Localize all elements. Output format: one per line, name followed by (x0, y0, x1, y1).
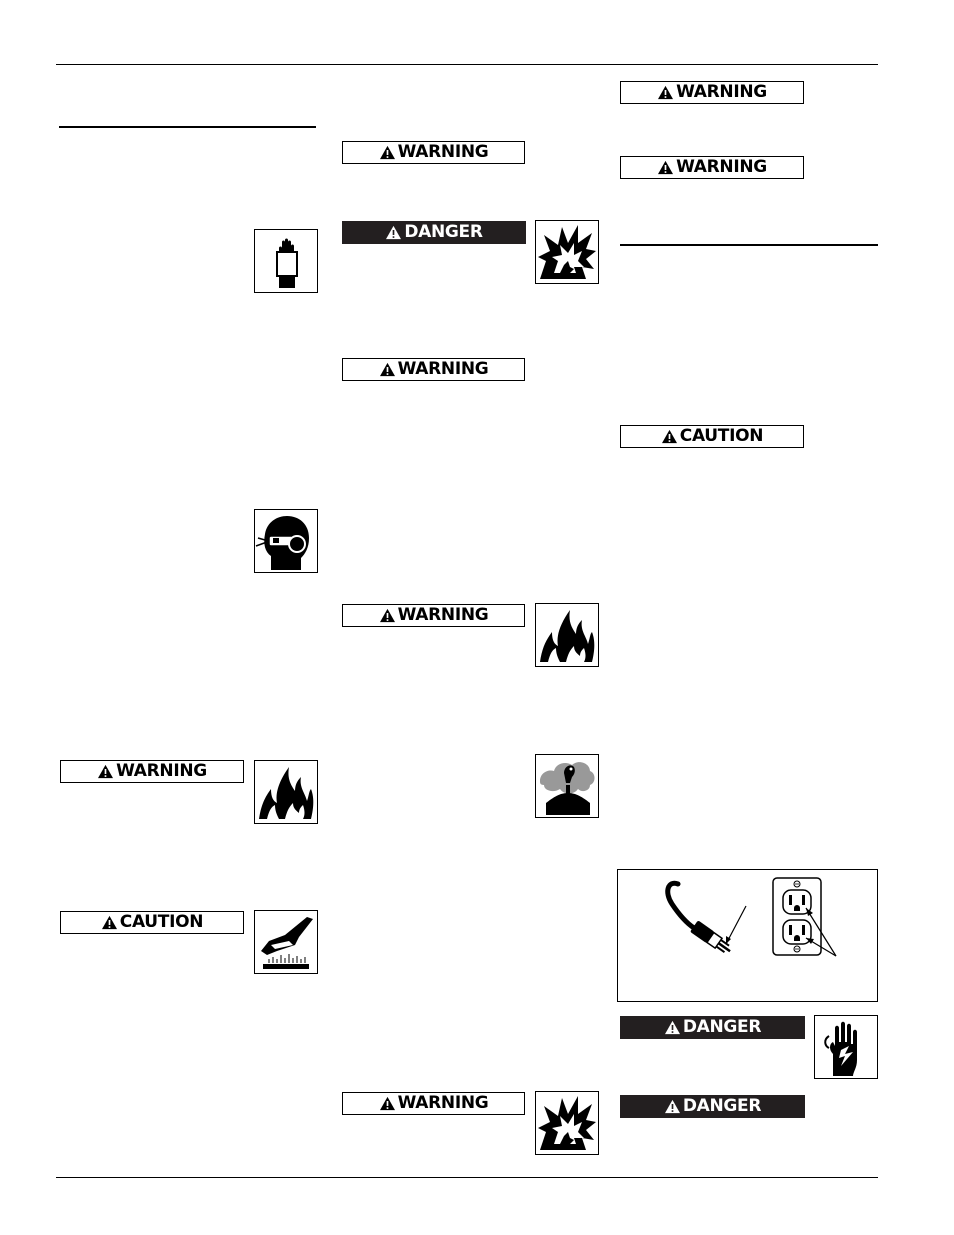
grounded-plug-outlet-figure (617, 869, 878, 1002)
warning-label-text: WARNING (676, 82, 767, 102)
fire-icon (535, 603, 599, 667)
caution-label (60, 911, 244, 934)
explosion-icon (535, 220, 599, 284)
header-rule (56, 64, 878, 65)
eye-ear-protection-icon (254, 509, 318, 573)
warning-label (620, 81, 804, 104)
warning-triangle-icon (379, 145, 396, 160)
warning-label (342, 604, 525, 627)
caution-triangle-icon (661, 429, 678, 444)
warning-label-text: WARNING (397, 359, 489, 379)
explosion-icon (535, 1091, 599, 1155)
caution-label-text: CAUTION (119, 912, 204, 932)
warning-label (60, 760, 244, 783)
warning-triangle-icon (379, 1096, 396, 1111)
danger-label-text: DANGER (404, 222, 483, 242)
danger-label-text: DANGER (682, 1096, 762, 1116)
danger-label (620, 1095, 805, 1118)
danger-label (620, 1016, 805, 1039)
danger-label (342, 221, 526, 244)
danger-triangle-icon (385, 225, 402, 240)
warning-label (342, 141, 525, 164)
warning-label-text: WARNING (397, 605, 489, 625)
caution-label (620, 425, 804, 448)
outlet-icon (773, 878, 821, 955)
glove-icon (254, 229, 318, 293)
electric-shock-icon (814, 1015, 878, 1079)
toxic-fumes-icon (535, 754, 599, 818)
warning-label-text: WARNING (676, 157, 767, 177)
warning-triangle-icon (379, 608, 396, 623)
caution-triangle-icon (101, 915, 118, 930)
danger-label-text: DANGER (682, 1017, 762, 1037)
warning-triangle-icon (379, 362, 396, 377)
danger-triangle-icon (664, 1020, 681, 1035)
warning-label (342, 1092, 525, 1115)
power-cord (668, 883, 694, 928)
warning-label-text: WARNING (397, 1093, 489, 1113)
caution-label-text: CAUTION (679, 426, 764, 446)
hot-surface-icon (254, 910, 318, 974)
warning-label (620, 156, 804, 179)
warning-triangle-icon (97, 764, 114, 779)
section-rule-left (59, 126, 316, 128)
warning-label-text: WARNING (116, 761, 207, 781)
warning-label-text: WARNING (397, 142, 489, 162)
warning-triangle-icon (657, 85, 674, 100)
fire-icon (254, 760, 318, 824)
section-rule-right (620, 244, 878, 246)
danger-triangle-icon (664, 1099, 681, 1114)
warning-label (342, 358, 525, 381)
footer-rule (56, 1177, 878, 1178)
warning-triangle-icon (657, 160, 674, 175)
